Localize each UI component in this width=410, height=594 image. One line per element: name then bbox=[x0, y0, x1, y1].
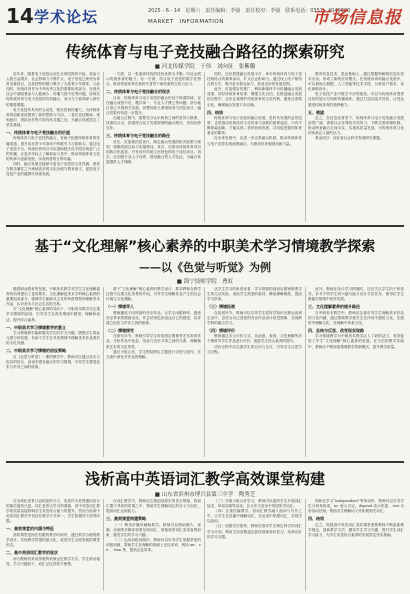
section-heading: （四）情境评价 bbox=[207, 327, 235, 333]
article-byline: ■ 山东省滨州市博兴县第三中学 陶秀芝 bbox=[154, 492, 256, 498]
column-divider bbox=[305, 499, 306, 591]
issue-meta-en: MARKET INFORMATION bbox=[148, 19, 224, 25]
paragraph: 随着职业教育的发展，中职美术教学对学生文化理解素养的培养提出了更高要求。文化理解是美术学科核心素养的重要组成部分，强调学生能够从文化的角度观察和理解美术作品，认识美术与社会生活的关系。 bbox=[6, 287, 100, 307]
paragraph: 在《色觉与听觉》一课的教学中，教师可以通过音乐与色彩的结合，创设多感官融合的学习情境，引导学生感受色彩与声音之间的联系。 bbox=[6, 354, 100, 369]
paragraph: 教师播放不同风格的音乐作品，让学生闭眼聆听，感受音乐带来的情绪变化，并尝试用色彩表达自己的感受，初步建立色彩与声音之间的联系。 bbox=[106, 310, 201, 325]
article-column bbox=[207, 287, 302, 457]
paragraph: 总之，在信息化背景下，传统体育与电子竞技融合发展前景广阔，需要社会各界的共同努力，不断完善体制机制，推动两者融合走深走实，实现高质量发展，为传统体育文化的传承注入新的活力。 bbox=[308, 116, 404, 136]
section-heading: 二、中职美术学习情境的创设策略 bbox=[6, 348, 66, 354]
paragraph: 在词汇教学中，教师应注重创设真实的语言情境，将词汇置于具体的语境之中，帮助学生理解词汇的含义与用法，提高词汇运用能力。 bbox=[106, 499, 201, 514]
section-heading: 三、高效课堂构建策略 bbox=[106, 516, 146, 522]
paragraph: 教育信息技术，是此基础上，通过数据库解构信息化技术应用，形成了新的应用模式。在传统体育的融合发展中，可以借助大数据、人工智能等技术手段，分析用户需求，优化赛事设计。 bbox=[308, 72, 404, 92]
paragraph: 在全球化背景日益明显的今天，英语作为世界通用语言的地位越发凸显。词汇是语言学习的基础，高中英语词汇教学的质量直接影响学生英语综合能力的提升。然而当前高中英语词汇教学中仍存在教学方式单一、学生积极性不高等问题。 bbox=[6, 499, 100, 524]
article-column bbox=[308, 287, 404, 457]
article-column bbox=[207, 72, 302, 222]
paragraph: 在未来发展中，应进一步完善融合机制，推动传统体育与电子竞技实现深度融合，为建设体育强国贡献力量。 bbox=[207, 136, 302, 146]
article-title: 浅析高中英语词汇教学高效课堂构建 bbox=[84, 470, 325, 488]
section-heading: 四、结语 bbox=[308, 516, 324, 522]
section-heading: 一、高效课堂的内涵与特征 bbox=[6, 526, 54, 532]
issue-meta: 2025 - 6 - 14 星期六 责任编辑：李强 责任校对：李强 联系电话：0351 - 4046800 bbox=[148, 8, 351, 14]
paragraph: 此外，教师在设计学习情境时，还应关注学生的个体差异，针对不同学生的兴趣与能力设计分层任务，使每位学生都能在情境中获得发展。 bbox=[308, 287, 404, 302]
article-column bbox=[106, 72, 201, 222]
article-separator bbox=[6, 461, 404, 463]
paragraph: 例如在学习“independent”等单词时，教师可以引导学生分析其构成，in- 表示否定，depend 表示依靠，-ent 为形容词后缀，帮助学生理解词义并拓展相关词汇。 bbox=[308, 499, 404, 514]
header-rule bbox=[6, 33, 404, 35]
article-column bbox=[6, 287, 100, 457]
page-header bbox=[0, 0, 410, 34]
column-divider bbox=[204, 287, 205, 457]
paragraph: 评价过程中应注重学生的自评与互评，引导学生反思学习过程。 bbox=[207, 344, 302, 354]
paragraph: 此外，应加强宣传推广，利用新媒体平台传播融合发展成果，讲好传统体育故事，增强文化自信。在推进融合发展的过程中，还应注重保护传统体育的文化内核，避免过度娱乐化，确保融合发展方向正确。 bbox=[207, 87, 302, 107]
section-heading: 三、传统体育与电子竞技融合的路径 bbox=[106, 133, 170, 139]
paragraph: 在探究环节，教师引导学生欣赏康定斯基等艺术家的作品，分析作品中色彩、线条与音乐节奏之间的关系，理解抽象艺术的文化背景。 bbox=[106, 334, 201, 349]
article-separator bbox=[6, 225, 404, 227]
paragraph: （五）加强学法指导。教师应指导学生制定科学的词汇学习计划，利用艾宾浩斯遗忘曲线规律及时复习，培养良好的学习习惯。 bbox=[207, 524, 302, 539]
section-title: 学术论坛 bbox=[34, 8, 99, 26]
paragraph: 从学生学习的角度来看，学习情境的创设应紧密联系学生的生活实际，选取学生熟悉的素材，降低理解难度，提高学习效率。 bbox=[207, 287, 302, 302]
article-column bbox=[207, 499, 302, 591]
paragraph: 学习情境教学为中职美术教学注入了新的活力，有效促进了学生“文化理解”核心素养的发展。在今后的教学实践中，教师应不断探索情境教学的新模式，提升教学质量。 bbox=[308, 334, 404, 349]
column-divider bbox=[103, 499, 104, 591]
section-heading: 二、传统体育与电子竞技融合的现状 bbox=[106, 89, 170, 95]
section-heading: （二）情境探究 bbox=[106, 327, 134, 333]
paragraph: 目前，传统体育与电子竞技的融合仍处于探索阶段，存在融合深度不足、模式单一、专业人才匮乏等问题。部分地区虽已开展相关实践，但整体缺乏系统规划与顶层设计，融合效果有待进一步提升。 bbox=[106, 95, 201, 115]
article-column bbox=[308, 72, 404, 222]
column-divider bbox=[305, 72, 306, 222]
section-heading: 四、结语 bbox=[207, 109, 223, 115]
paragraph: 学习情境教学能够激发学生的学习兴趣，增强学生的参与感与体验感，有助于学生在具体情境中理解美术作品背后的文化内涵。 bbox=[6, 331, 100, 346]
paragraph: 电子竞技产业中数字平台的建设，可以为传统体育提供良好的展示空间和传播载体。通过打造沉浸式体验，让受众感受传统体育的独特魅力。 bbox=[308, 92, 404, 107]
paragraph: 部分教师仍采用传统的机械记忆教学方式，学生被动接受，学习兴趣低下，词汇记忆效果不理想。 bbox=[6, 556, 100, 566]
paragraph: 同时，融合发展还能够丰富电子竞技的文化内涵，使其在娱乐属性之外承载更多的文化价值与教育意义，促进电子竞技产业的健康可持续发展。 bbox=[6, 161, 100, 177]
paragraph: 一方面，以一张素养体验的经验优势为平衡，向社会展示传统体育的魅力；另一方面，结合电子竞技的数字化特点，推动传统体育在新时代背景下焕发新的生机与活力。 bbox=[106, 72, 201, 87]
section-heading: 一、中职美术学习情境教学的意义 bbox=[6, 324, 66, 330]
column-divider bbox=[305, 287, 306, 457]
paragraph: （三）开展小组合作学习。教师可以组织学生开展词汇接龙、单词竞赛等活动，在合作与竞争中巩固所学词汇。 bbox=[207, 499, 302, 509]
section-heading: 四、总结与反思、改变现实现路 bbox=[308, 327, 364, 333]
column-divider bbox=[103, 72, 104, 222]
paragraph: 在“文化理解”核心素养的导向下，中职美术教学应注重学习情境的创设，引导学生在真实情境中感受、理解和表达，提升综合素养。 bbox=[6, 307, 100, 322]
paragraph: 近年来，随着电子竞技运动在全球范围内兴起，其参与人数日益增多，社会影响力不断扩大，电子竞技已被列为体育竞赛项目，以其独特的魅力吸引了大批青少年群体。与此同时，传统体育作为中华优秀文化的重要组成部分，在现代社会中面临着参与人数减少、传播力度不足等问题。如何实现传统体育与电子竞技的有机融合，成为当下值得深入研究的重要课题。 bbox=[6, 72, 100, 107]
paragraph: 在融合过程中，需要充分认识两者之间的差异与联系，找准结合点，探索符合双方发展规律的融合路径，实现优势互补。 bbox=[106, 116, 201, 131]
section-heading: （一）情境导入 bbox=[106, 304, 134, 310]
article-column bbox=[106, 287, 201, 457]
paragraph: （二）运用词根词缀法。教师可以引导学生掌握常见的词根词缀，帮助学生在理解的基础上记忆单词，例如 un-、re-、-tion 等，提高记忆效率。 bbox=[106, 537, 201, 553]
section-heading: 一、传统体育与电子竞技融合的价值 bbox=[6, 130, 70, 136]
paragraph: 通过小组合作，学生围绕特定主题进行讨论与创作，在交流中深化对作品的理解。 bbox=[106, 349, 201, 359]
paragraph: 传统体育与电子竞技的融合，有助于拓展传统体育的传播渠道，提升其在青少年群体中的吸引力与影响力。通过电子竞技平台，传统体育项目可以借助数字化手段实现更广泛的传播，让更多年轻人了解和参与其中，推动传统体育文化的传承与创新发展，实现两者的互利共赢。 bbox=[6, 136, 100, 161]
paragraph: 在拓展环节，教师可以引导学生将所学知识迁移运用到生活中，尝试为自己喜爱的音乐作品设计视觉图像，实现跨学科的融合学习。 bbox=[207, 310, 302, 325]
paragraph: 同时，还应搭建融合发展平台，举办传统体育与电子竞技相结合的赛事活动，扩大社会影响力。通过线上线下相结合的方式，吸引更多群众参与，营造良好的发展氛围。 bbox=[207, 72, 302, 87]
paragraph: 高效课堂是指在有限的教学时间内，通过科学合理的教学设计，实现教学效果的最大化，促进学生全面发展的课堂形态。 bbox=[6, 532, 100, 548]
article-byline: ■ 河北传媒学院 于伟 刘向征 张紫璐 bbox=[154, 64, 256, 70]
section-heading: 二、高中英语词汇教学的现状 bbox=[6, 550, 58, 556]
article-title: 传统体育与电子竞技融合路径的探索研究 bbox=[65, 43, 345, 61]
article-byline: ■ 海宁技师学院 曹虹 bbox=[176, 279, 234, 285]
newspaper-logo: 市场信息报 bbox=[312, 8, 402, 28]
paragraph: 教师通过多元评价方式，从创意、表现、文化理解等多个维度对学生作品进行评价，促进学生综合素养的提升。 bbox=[207, 334, 302, 344]
section-heading: 五、展望 bbox=[308, 109, 324, 115]
article-column bbox=[308, 499, 404, 591]
article-title: 基于“文化理解”核心素养的中职美术学习情境教学探索 bbox=[34, 239, 376, 255]
paragraph: 传统体育与电子竞技的融合发展，是时代发展的必然趋势，也是推动传统体育文化传承与创新的重要途径。只有不断探索创新，才能实现二者的协调发展，共同促进我国体育事业的繁荣。 bbox=[207, 116, 302, 136]
page-number: 14 bbox=[6, 4, 34, 28]
article-column bbox=[6, 499, 100, 591]
paragraph: 基金项目：河北省社会科学发展研究课题。 bbox=[315, 136, 384, 141]
paragraph: 在中职美术教学中，教师应注重引导学生理解美术作品的文化内涵，通过情境教学使学生在体验中感悟文化，在感悟中理解文化，在理解中传承文化。 bbox=[308, 310, 404, 325]
column-divider bbox=[204, 72, 205, 222]
paragraph: （四）注重语篇教学。将词汇教学融入阅读与写作之中，让学生在语篇中理解词汇，在运用中掌握词汇，实现学以致用。 bbox=[207, 509, 302, 524]
section-heading: （三）情境拓展 bbox=[207, 304, 235, 310]
section-heading: 三、文化理解素养的提升路径 bbox=[308, 304, 360, 310]
paragraph: （一）利用多媒体辅助教学。教师可以借助图片、视频、动画等多媒体资源呈现词汇，使抽象的词汇变得直观形象，激发学生的学习兴趣。 bbox=[106, 522, 201, 537]
column-divider bbox=[204, 499, 205, 591]
article-subtitle: ——以《色觉与听觉》为例 bbox=[139, 261, 271, 274]
article-column bbox=[106, 499, 201, 591]
paragraph: 电子竞技所具有的互动性、娱乐性和传播力，为传统体育的创新发展提供了新的思路与方向。二者在竞技精神、规则意识、团队协作等方面具有共通之处，为融合发展奠定了坚实基础。 bbox=[6, 107, 100, 127]
paragraph: 总之，构建高中英语词汇高效课堂需要教师不断更新教学理念，创新教学方法，激发学生学习兴趣，提升学生词汇学习能力，为学生英语综合素养的发展奠定坚实基础。 bbox=[308, 522, 404, 537]
paragraph: 基于“文化理解”核心素养的教学设计，要求教师在教学过程中注重文化背景的介绍，引导学生理解作品产生的社会环境与文化渊源。 bbox=[106, 287, 201, 302]
paragraph: 首先，应加强顶层设计，制定融合发展的相关政策与规划，明确发展目标与实施路径。其次，应推动传统体育项目的数字化改造，开发具有传统文化特色的电子竞技项目。再次，应加强专业人才培养，建设融合型人才队伍，为融合发展提供人才保障。 bbox=[106, 139, 201, 165]
column-divider bbox=[103, 287, 104, 457]
article-column bbox=[6, 72, 100, 222]
